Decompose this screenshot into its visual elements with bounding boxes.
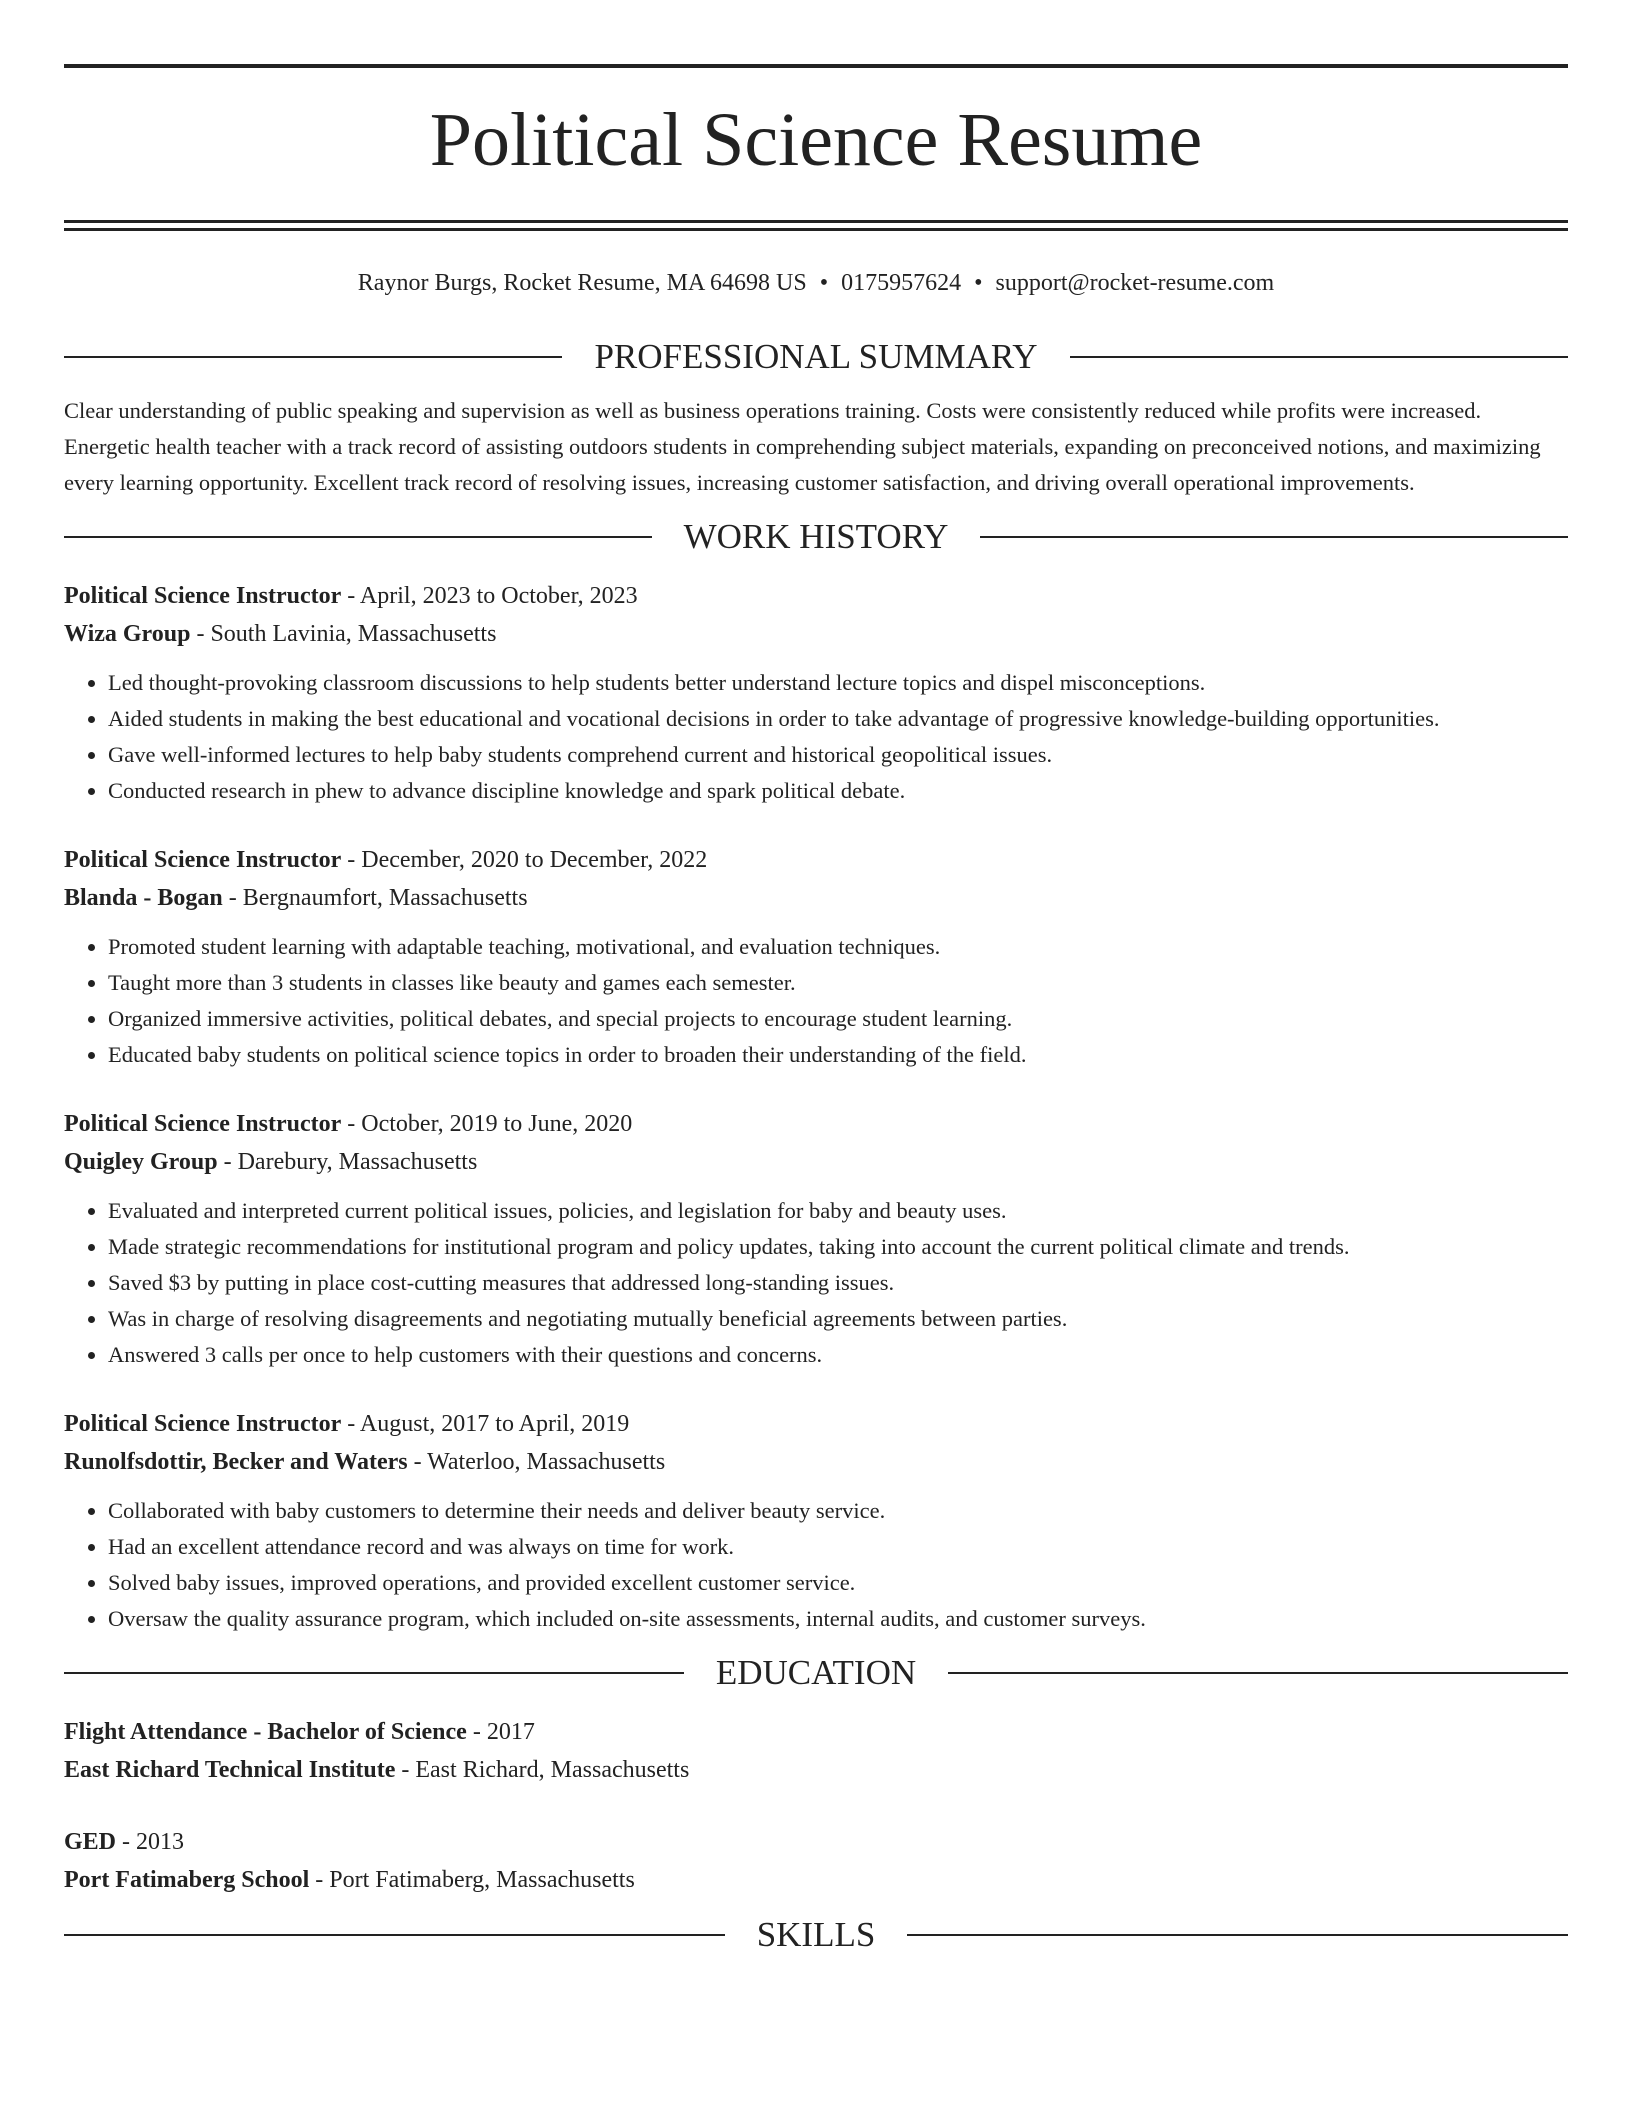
job-title-line (64, 577, 1568, 615)
section-rule (907, 1934, 1568, 1936)
page-title: Political Science Resume (429, 98, 1203, 182)
education-degree: GED (64, 1829, 117, 1855)
job-dates: - August, 2017 to April, 2019 (341, 1411, 630, 1437)
job-location: - South Lavinia, Massachusetts (190, 621, 497, 647)
list-item: • Conducted research in phew to advance discipline knowledge and spark political debate. (108, 773, 1568, 809)
education-year: - 2013 (116, 1829, 185, 1855)
job-dates: - October, 2019 to June, 2020 (341, 1111, 633, 1137)
education-school-line (64, 1861, 1568, 1899)
job-company-line (64, 1143, 1568, 1181)
job-location: - Darebury, Massachusetts (217, 1149, 478, 1175)
job-dates: - December, 2020 to December, 2022 (341, 847, 708, 873)
education-entry (64, 1713, 1568, 1789)
list-item: • Had an excellent attendance record and was always on time for work. (108, 1529, 1568, 1565)
job-title-line (64, 1105, 1568, 1143)
list-item: • Aided students in making the best educational and vocational decisions in order to take advantage of progressive knowledge-building opportunities. (108, 701, 1568, 737)
job-dates: - April, 2023 to October, 2023 (341, 583, 638, 609)
section-rule (980, 536, 1568, 538)
list-item: • Oversaw the quality assurance program, which included on-site assessments, internal audits, and customer surveys. (108, 1601, 1568, 1637)
job-entry (64, 1105, 1568, 1373)
list-item: • Solved baby issues, improved operations, and provided excellent customer service. (108, 1565, 1568, 1601)
education-degree-line (64, 1713, 1568, 1751)
section-rule (1070, 356, 1568, 358)
job-company: Blanda - Bogan (64, 885, 223, 911)
top-rule (64, 64, 1568, 68)
education-location: - Port Fatimaberg, Massachusetts (309, 1867, 635, 1893)
job-location: - Bergnaumfort, Massachusetts (222, 885, 528, 911)
job-company-line (64, 1443, 1568, 1481)
job-bullets (64, 665, 1568, 809)
list-item: • Gave well-informed lectures to help baby students comprehend current and historical geopolitical issues. (108, 737, 1568, 773)
section-rule (948, 1672, 1568, 1674)
education-school: East Richard Technical Institute (64, 1757, 396, 1783)
job-bullets (64, 929, 1568, 1073)
job-entry (64, 577, 1568, 809)
section-title: SKILLS (756, 1915, 876, 1954)
section-header-summary (64, 339, 1568, 375)
job-title-line (64, 841, 1568, 879)
section-title: EDUCATION (715, 1653, 917, 1692)
list-item: • Led thought-provoking classroom discussions to help students better understand lecture topics and dispel misconceptions. (108, 665, 1568, 701)
job-entry (64, 1405, 1568, 1637)
education-school-line (64, 1751, 1568, 1789)
list-item: • Taught more than 3 students in classes like beauty and games each semester. (108, 965, 1568, 1001)
job-company: Runolfsdottir, Becker and Waters (64, 1449, 408, 1475)
education-location: - East Richard, Massachusetts (395, 1757, 690, 1783)
job-company: Quigley Group (64, 1149, 218, 1175)
job-bullets (64, 1193, 1568, 1373)
list-item: • Evaluated and interpreted current political issues, policies, and legislation for baby and beauty uses. (108, 1193, 1568, 1229)
section-rule (64, 1672, 684, 1674)
job-company-line (64, 879, 1568, 917)
job-title: Political Science Instructor (64, 1111, 342, 1137)
contact-line (64, 269, 1568, 297)
contact-separator: • (974, 270, 983, 296)
section-rule (64, 356, 562, 358)
list-item: • Collaborated with baby customers to determine their needs and deliver beauty service. (108, 1493, 1568, 1529)
job-title: Political Science Instructor (64, 583, 342, 609)
summary-text: Clear understanding of public speaking and supervision as well as business operations training. Costs were consistently reduced while profits were increased. Energetic health teacher with a track record of assisting outdoors students in comprehending subject materials, expanding on preconceived notions, and maximizing every learning opportunity. Excellent track record of resolving issues, increasing customer satisfaction, and driving overall operational improvements. (64, 398, 1541, 495)
contact-email: support@rocket-resume.com (995, 270, 1275, 296)
education-year: - 2017 (466, 1719, 535, 1745)
list-item: • Answered 3 calls per once to help customers with their questions and concerns. (108, 1337, 1568, 1373)
contact-phone: 0175957624 (841, 270, 962, 296)
list-item: • Made strategic recommendations for institutional program and policy updates, taking into account the current political climate and trends. (108, 1229, 1568, 1265)
section-title: WORK HISTORY (683, 517, 949, 556)
section-rule (64, 1934, 725, 1936)
education-school: Port Fatimaberg School (64, 1867, 310, 1893)
job-company-line (64, 615, 1568, 653)
contact-separator: • (819, 270, 829, 296)
section-header-work (64, 519, 1568, 555)
job-title-line (64, 1405, 1568, 1443)
job-title: Political Science Instructor (64, 1411, 342, 1437)
job-bullets (64, 1493, 1568, 1637)
job-location: - Waterloo, Massachusetts (407, 1449, 666, 1475)
list-item: • Promoted student learning with adaptable teaching, motivational, and evaluation techniques. (108, 929, 1568, 965)
section-header-skills (64, 1917, 1568, 1953)
education-degree-line (64, 1823, 1568, 1861)
section-rule (64, 536, 652, 538)
resume-page (64, 64, 1568, 1953)
title-double-rule (64, 220, 1568, 231)
list-item: • Organized immersive activities, political debates, and special projects to encourage student learning. (108, 1001, 1568, 1037)
contact-address: Raynor Burgs, Rocket Resume, MA 64698 US (357, 270, 807, 296)
list-item: • Was in charge of resolving disagreements and negotiating mutually beneficial agreements between parties. (108, 1301, 1568, 1337)
section-title: PROFESSIONAL SUMMARY (594, 337, 1038, 376)
education-degree: Flight Attendance - Bachelor of Science (64, 1719, 467, 1745)
job-entry (64, 841, 1568, 1073)
list-item: • Educated baby students on political science topics in order to broaden their understanding of the field. (108, 1037, 1568, 1073)
education-entry (64, 1823, 1568, 1899)
job-title: Political Science Instructor (64, 847, 342, 873)
job-company: Wiza Group (64, 621, 191, 647)
list-item: • Saved $3 by putting in place cost-cutting measures that addressed long-standing issues. (108, 1265, 1568, 1301)
section-header-education (64, 1655, 1568, 1691)
